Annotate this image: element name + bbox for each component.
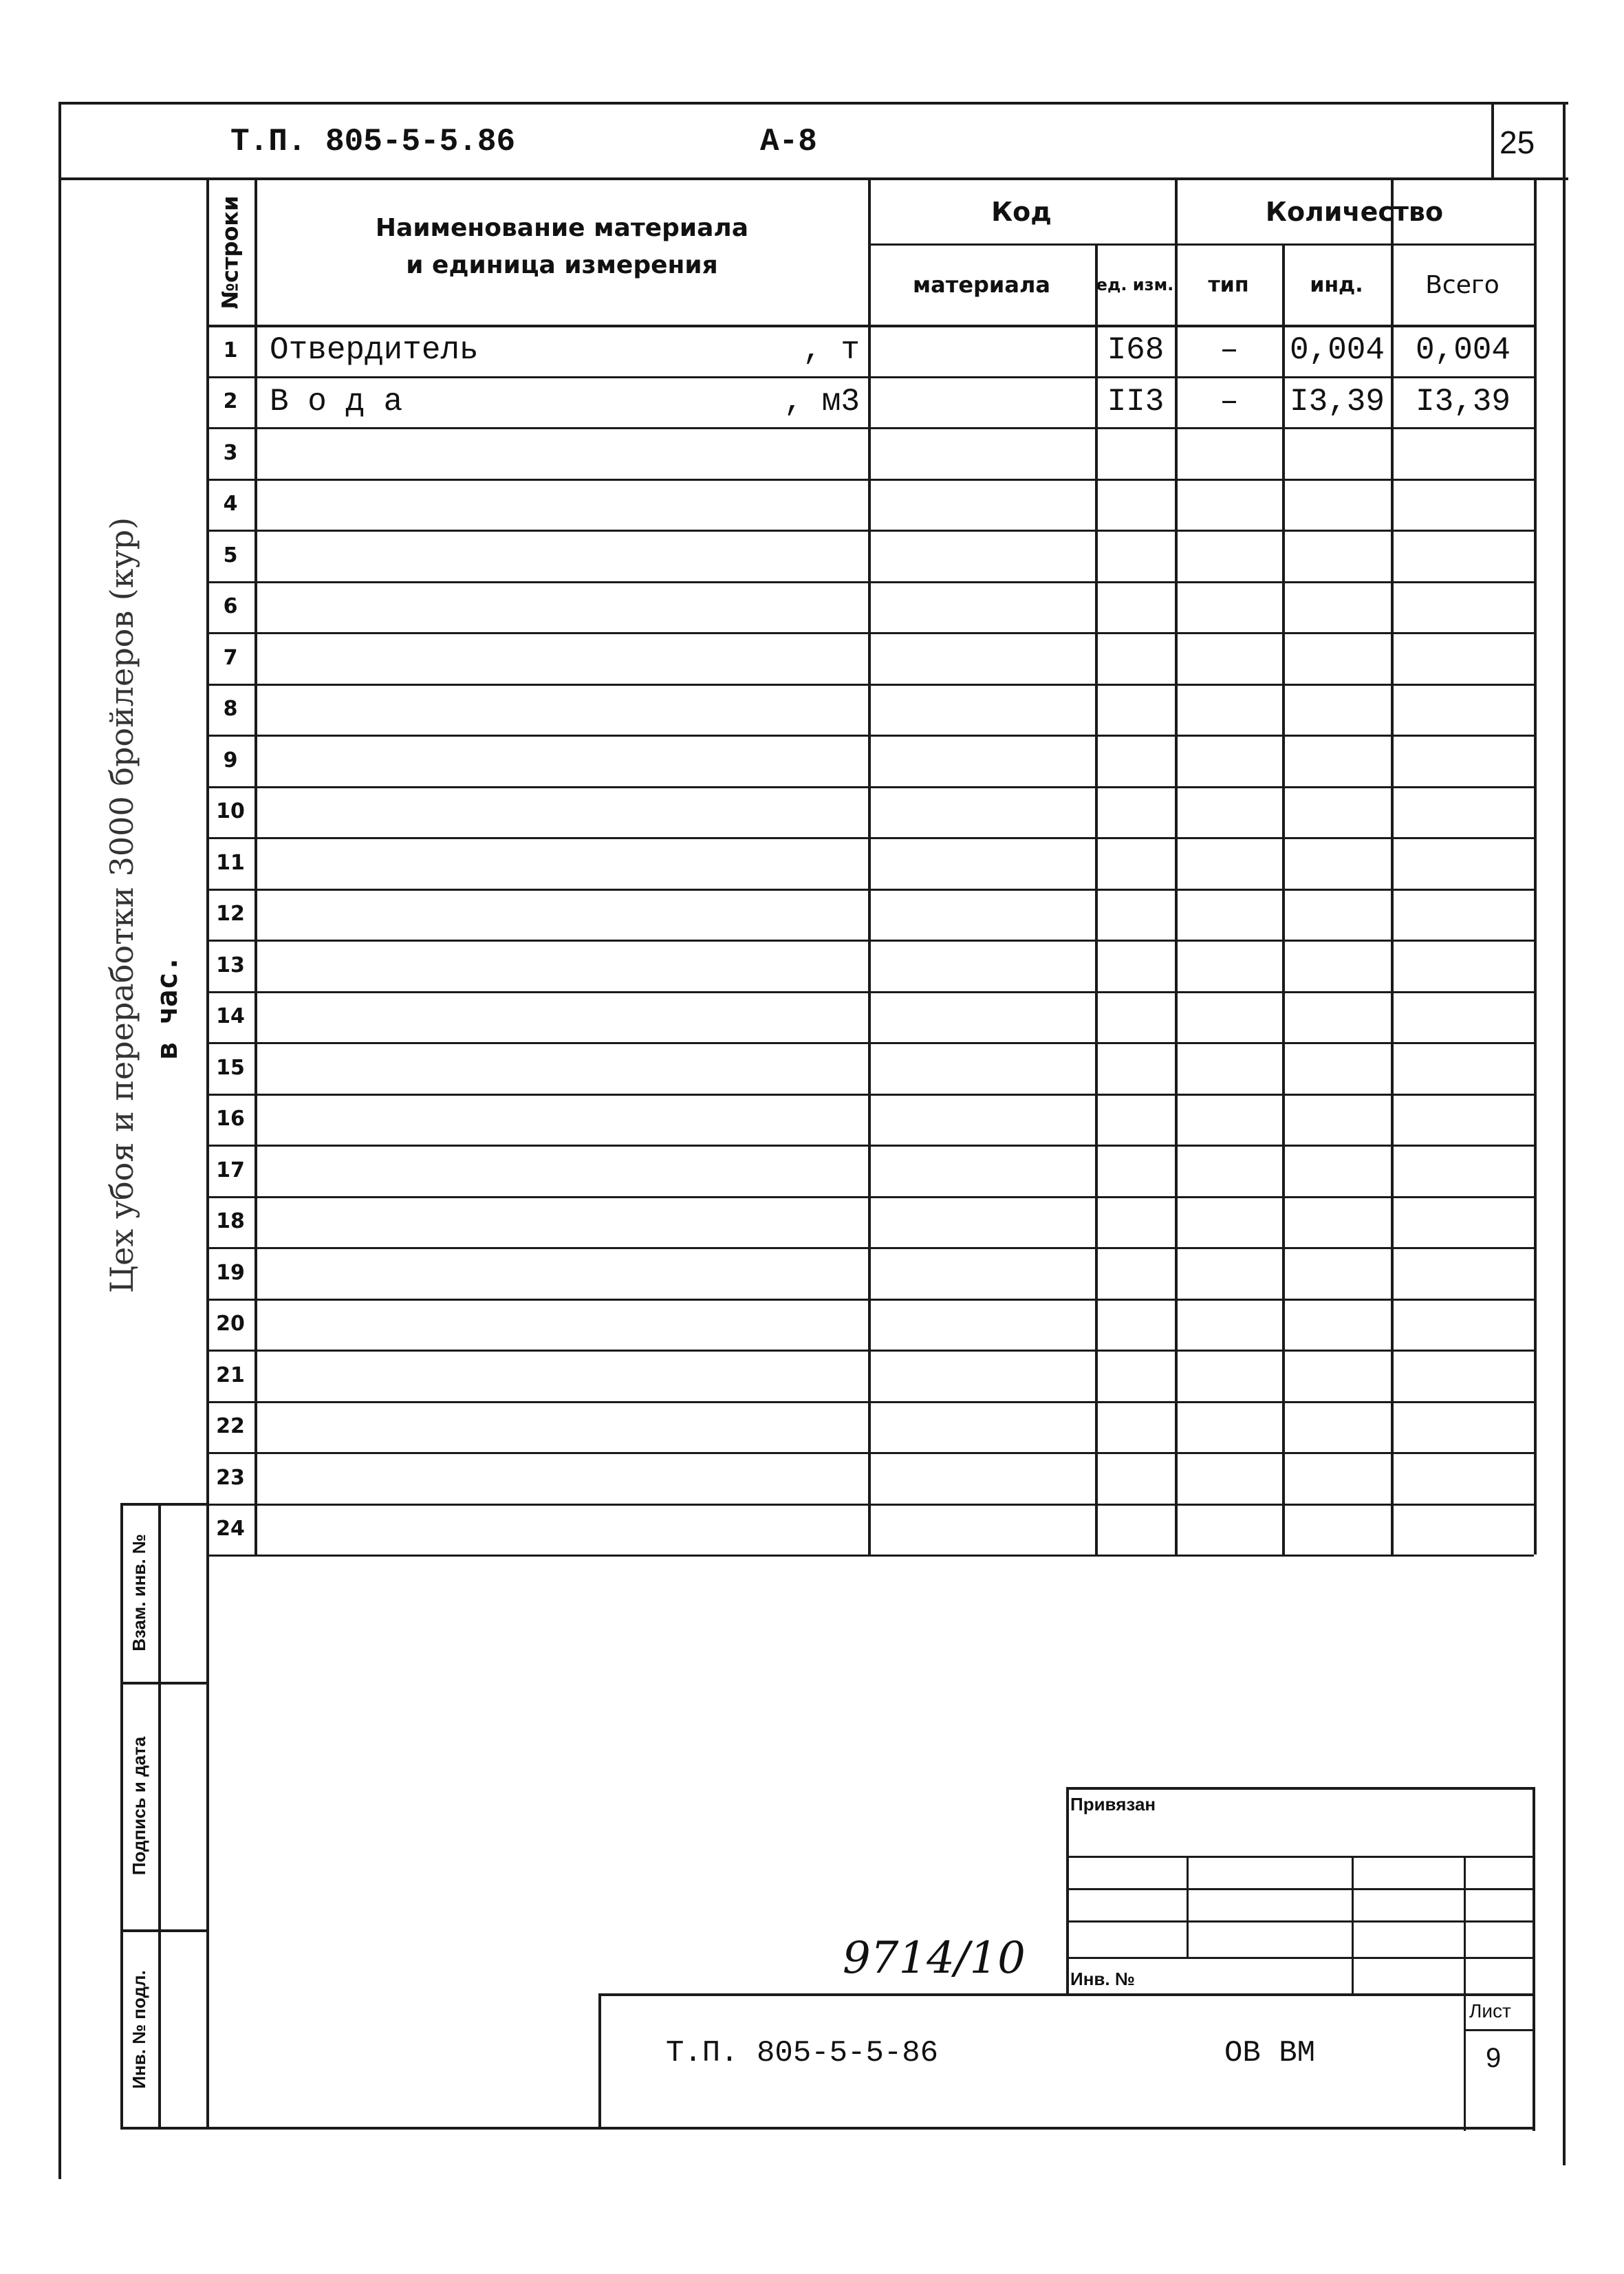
material-name: Отвердитель xyxy=(270,332,479,369)
stamp-line xyxy=(1066,1787,1069,1993)
row-number: 22 xyxy=(216,1414,245,1439)
stamp-mark: ОВ ВМ xyxy=(1224,2036,1316,2070)
row-number: 16 xyxy=(216,1107,245,1131)
grid-hline xyxy=(206,1145,1534,1147)
grid-hline xyxy=(206,1452,1534,1454)
inv-no-label: Инв. № xyxy=(1070,1969,1135,1989)
row-number: 12 xyxy=(216,902,245,927)
qty-ind: I3,39 xyxy=(1289,383,1385,420)
stamp-line xyxy=(598,1993,601,2129)
handwritten-number: 9714/10 xyxy=(843,1933,1026,1984)
grid-hline xyxy=(206,940,1534,942)
row-number: 10 xyxy=(216,799,245,824)
grid-hline xyxy=(206,837,1534,839)
row-number: 21 xyxy=(216,1363,245,1387)
stamp-line xyxy=(1352,1856,1354,1993)
grid-hline xyxy=(206,991,1534,993)
doc-code-header: Т.П. 805-5-5.86 xyxy=(230,124,516,160)
side-title: Цех убоя и переработки 3000 бройлеров (кур) xyxy=(103,517,140,1293)
row-number: 4 xyxy=(223,492,238,517)
row-number: 3 xyxy=(223,440,238,465)
row-number: 18 xyxy=(216,1209,245,1234)
col-code-unit: ед. изм. xyxy=(1096,275,1174,294)
row-number: 15 xyxy=(216,1055,245,1080)
stamp-line xyxy=(206,2127,1534,2130)
grid-hline xyxy=(206,427,1534,429)
grid-hline xyxy=(206,889,1534,891)
row-number: 8 xyxy=(223,697,238,722)
unit-code: I68 xyxy=(1107,332,1165,369)
col-row-no-header: №строки xyxy=(217,195,244,310)
qty-type: – xyxy=(1220,383,1239,420)
grid-vline xyxy=(206,1555,209,2129)
grid-hline xyxy=(206,1196,1534,1198)
grid-vline xyxy=(255,180,257,1555)
stamp-line xyxy=(1066,1787,1534,1790)
row-number: 23 xyxy=(216,1465,245,1490)
row-number: 5 xyxy=(223,543,238,567)
vzam-label: Взам. инв. № xyxy=(129,1533,150,1652)
grid-hline xyxy=(206,1555,1534,1557)
col-code-material: материала xyxy=(913,272,1050,298)
stamp-line xyxy=(1464,2029,1534,2031)
inv-podl-label: Инв. № подл. xyxy=(129,1969,149,2089)
grid-vline xyxy=(1282,245,1285,1555)
qty-total: 0,004 xyxy=(1415,332,1511,369)
grid-vline xyxy=(868,180,871,1555)
qty-ind: 0,004 xyxy=(1289,332,1385,369)
list-label: Лист xyxy=(1469,2000,1511,2022)
grid-hline xyxy=(206,735,1534,737)
material-unit: , м3 xyxy=(783,383,860,420)
grid-vline xyxy=(1095,245,1098,1555)
grid-hline xyxy=(206,479,1534,481)
row-number: 6 xyxy=(223,594,238,619)
page-number: 25 xyxy=(1500,124,1535,160)
list-value: 9 xyxy=(1486,2043,1502,2073)
grid-hline xyxy=(206,1299,1534,1301)
qty-total: I3,39 xyxy=(1415,383,1511,420)
col-qty-total: Всего xyxy=(1425,270,1500,299)
grid-hline xyxy=(206,684,1534,686)
qty-type: – xyxy=(1220,332,1239,369)
podpis-label: Подпись и дата xyxy=(129,1736,150,1875)
col-qty-ind: инд. xyxy=(1310,272,1363,297)
row-number: 9 xyxy=(223,748,238,772)
side-title-2: в час. xyxy=(150,955,184,1059)
row-number: 1 xyxy=(223,338,238,362)
grid-hline xyxy=(206,530,1534,532)
grid-vline xyxy=(1534,180,1537,1555)
grid-hline xyxy=(206,1042,1534,1044)
stamp-doc-code: Т.П. 805-5-5-86 xyxy=(666,2036,939,2070)
grid-hline xyxy=(206,1401,1534,1403)
strip-vline xyxy=(158,1503,161,2129)
row-number: 19 xyxy=(216,1260,245,1285)
grid-hline xyxy=(206,1504,1534,1506)
grid-hline xyxy=(206,632,1534,634)
stamp-line xyxy=(598,1993,1534,1996)
grid-hline xyxy=(206,786,1534,788)
row-number: 24 xyxy=(216,1517,245,1541)
row-number: 17 xyxy=(216,1158,245,1182)
row-number: 2 xyxy=(223,389,238,414)
grid-hline xyxy=(206,1350,1534,1352)
row-number: 13 xyxy=(216,953,245,977)
grid-hline xyxy=(206,1247,1534,1249)
row-number: 7 xyxy=(223,645,238,670)
row-number: 14 xyxy=(216,1004,245,1029)
grid-hline xyxy=(206,581,1534,583)
stamp-line xyxy=(1187,1856,1189,1959)
grid-hline xyxy=(206,1094,1534,1096)
col-qty-header: Количество xyxy=(1265,197,1444,227)
row-number: 20 xyxy=(216,1312,245,1336)
material-unit: , т xyxy=(803,332,860,369)
col-qty-type: тип xyxy=(1208,272,1249,297)
stamp-line xyxy=(1533,1787,1535,2131)
material-name: В о д а xyxy=(270,383,403,420)
sheet-code: А-8 xyxy=(760,124,817,160)
col-name-header: Наименование материала и единица измерения xyxy=(375,214,749,279)
unit-code: II3 xyxy=(1107,383,1165,420)
row-number: 11 xyxy=(216,850,245,875)
col-code-header: Код xyxy=(991,197,1052,227)
privyazan-label: Привязан xyxy=(1070,1794,1156,1815)
